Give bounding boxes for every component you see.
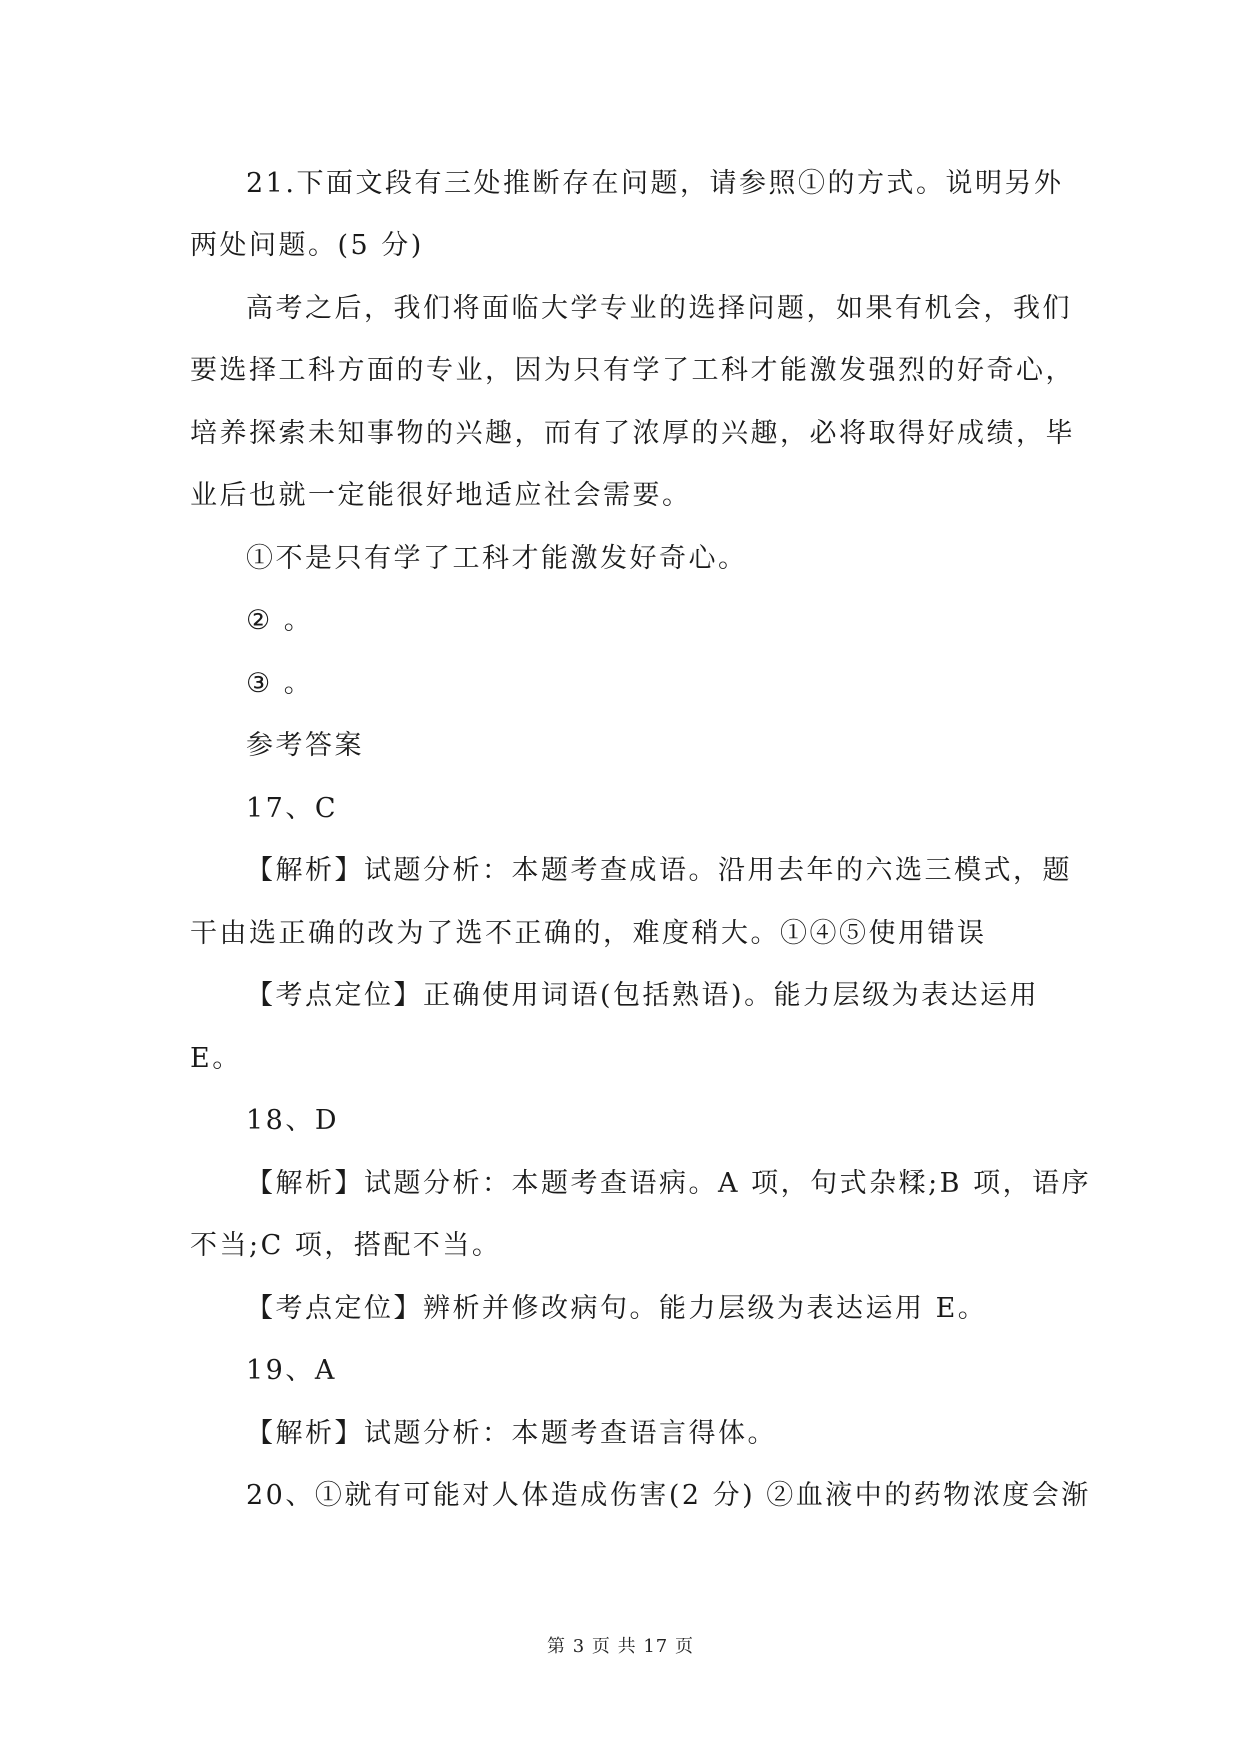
question-21-line-1: 21.下面文段有三处推断存在问题，请参照①的方式。说明另外 (246, 168, 1064, 199)
point-17-line-2: E。 (190, 1043, 242, 1074)
answer-20-line-1: 20、①就有可能对人体造成伤害(2 分) ②血液中的药物浓度会渐 (246, 1480, 1091, 1511)
answer-item-2: ② 。 (246, 605, 314, 636)
point-17-line-1: 【考点定位】正确使用词语(包括熟语)。能力层级为表达运用 (246, 980, 1040, 1011)
analysis-18-line-2: 不当;C 项，搭配不当。 (190, 1230, 502, 1261)
analysis-17-line-1: 【解析】试题分析：本题考查成语。沿用去年的六选三模式，题 (246, 855, 1072, 886)
passage-line-3: 培养探索未知事物的兴趣，而有了浓厚的兴趣，必将取得好成绩，毕 (190, 418, 1075, 449)
answer-18: 18、D (246, 1105, 340, 1136)
answer-item-3: ③ 。 (246, 668, 314, 699)
point-18: 【考点定位】辨析并修改病句。能力层级为表达运用 E。 (246, 1293, 988, 1324)
answer-17: 17、C (246, 793, 339, 824)
analysis-17-line-2: 干由选正确的改为了选不正确的，难度稍大。①④⑤使用错误 (190, 918, 987, 949)
passage-line-1: 高考之后，我们将面临大学专业的选择问题，如果有机会，我们 (246, 293, 1072, 324)
question-21-line-2: 两处问题。(5 分) (190, 230, 424, 261)
page-number-footer: 第 3 页 共 17 页 (547, 1636, 694, 1657)
answer-19: 19、A (246, 1355, 337, 1386)
passage-line-4: 业后也就一定能很好地适应社会需要。 (190, 480, 692, 511)
answer-item-1: ①不是只有学了工科才能激发好奇心。 (246, 543, 748, 574)
analysis-19: 【解析】试题分析：本题考查语言得体。 (246, 1418, 777, 1449)
analysis-18-line-1: 【解析】试题分析：本题考查语病。A 项，句式杂糅;B 项，语序 (246, 1168, 1092, 1199)
reference-answers-heading: 参考答案 (246, 730, 364, 761)
passage-line-2: 要选择工科方面的专业，因为只有学了工科才能激发强烈的好奇心， (190, 355, 1075, 386)
